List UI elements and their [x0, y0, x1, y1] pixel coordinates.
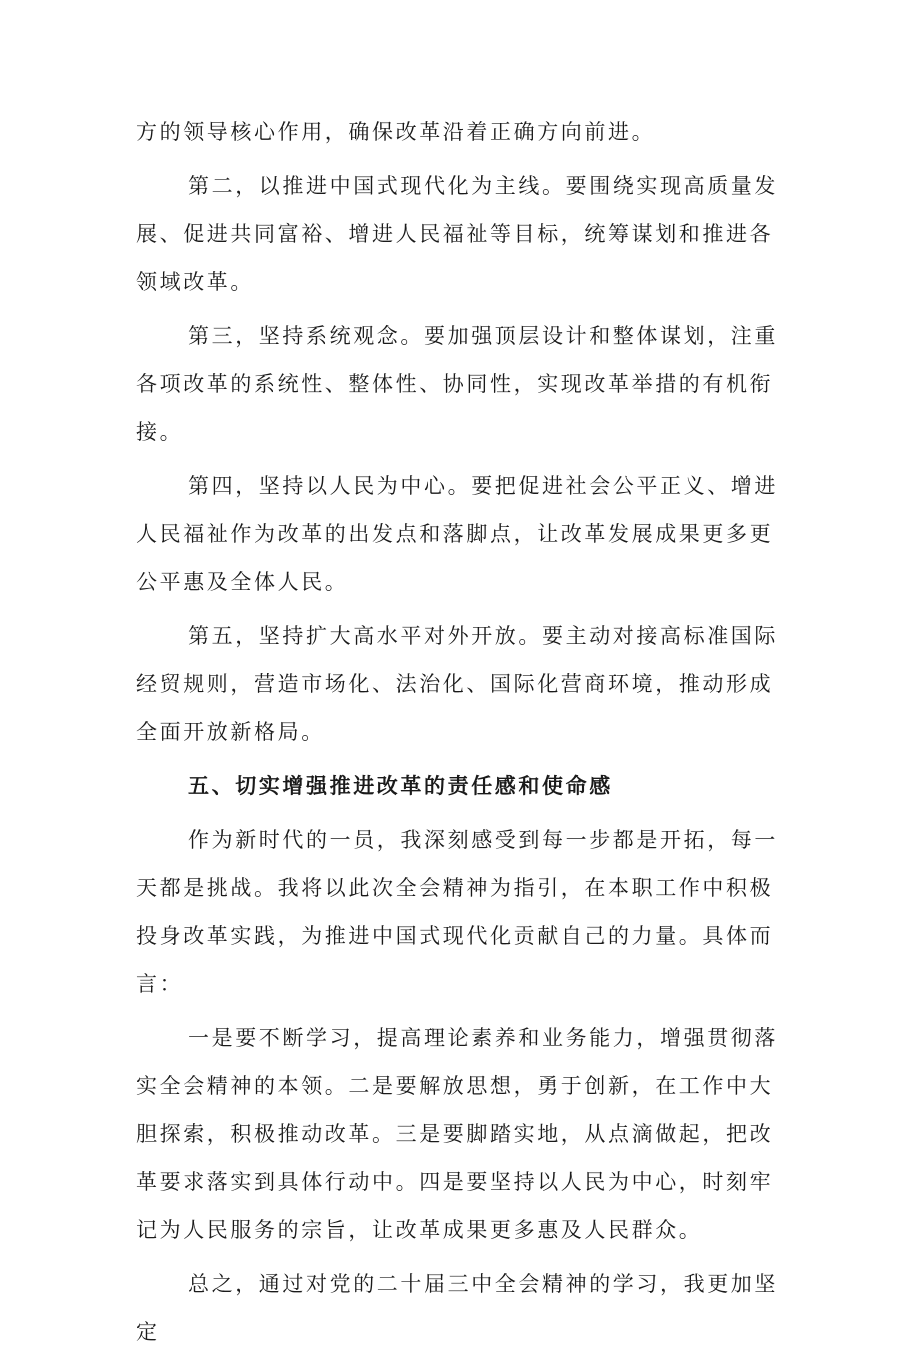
document-body [136, 108, 796, 1362]
paragraph-point-three: 第三，坚持系统观念。要加强顶层设计和整体谋划，注重各项改革的系统性、整体性、协同性，实现改革举措的有机衔接。 [136, 324, 778, 444]
paragraph-action-items: 一是要不断学习，提高理论素养和业务能力，增强贯彻落实全会精神的本领。二是要解放思想，勇于创新，在工作中大胆探索，积极推动改革。三是要脚踏实地，从点滴做起，把改革要求落实到具体行动中。四是要坚持以人民为中心，时刻牢记为人民服务的宗旨，让改革成果更多惠及人民群众。 [136, 1026, 778, 1242]
section-heading: 五、切实增强推进改革的责任感和使命感 [188, 774, 613, 798]
paragraph-continuation: 方的领导核心作用，确保改革沿着正确方向前进。 [136, 120, 656, 144]
paragraph-reflection: 作为新时代的一员，我深刻感受到每一步都是开拓，每一天都是挑战。我将以此次全会精神为指引，在本职工作中积极投身改革实践，为推进中国式现代化贡献自己的力量。具体而言： [136, 828, 778, 996]
paragraph-point-two: 第二，以推进中国式现代化为主线。要围绕实现高质量发展、促进共同富裕、增进人民福祉等目标，统筹谋划和推进各领域改革。 [136, 174, 778, 294]
paragraph-point-five: 第五，坚持扩大高水平对外开放。要主动对接高标准国际经贸规则，营造市场化、法治化、国际化营商环境，推动形成全面开放新格局。 [136, 624, 778, 744]
paragraph-conclusion: 总之，通过对党的二十届三中全会精神的学习，我更加坚定 [136, 1272, 778, 1344]
paragraph-point-four: 第四，坚持以人民为中心。要把促进社会公平正义、增进人民福祉作为改革的出发点和落脚点，让改革发展成果更多更公平惠及全体人民。 [136, 474, 778, 594]
